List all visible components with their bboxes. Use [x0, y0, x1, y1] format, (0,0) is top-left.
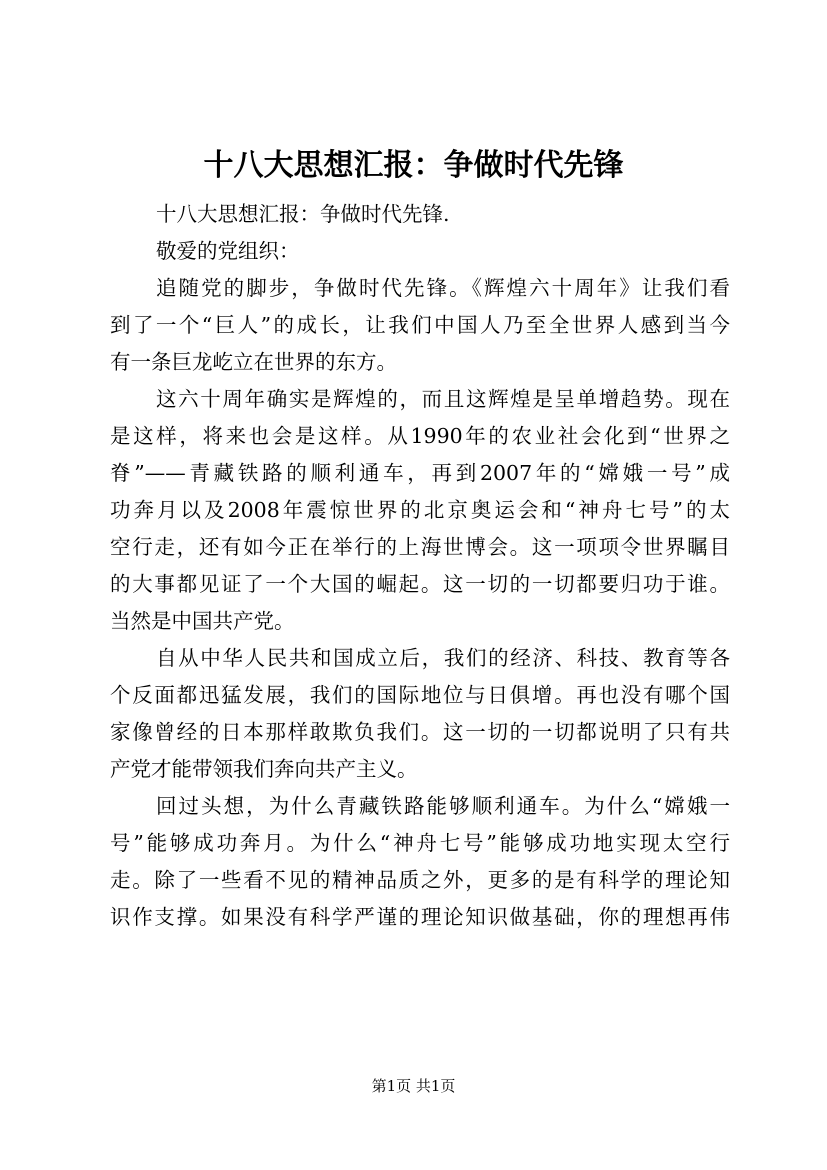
body-line: 个反面都迅猛发展，我们的国际地位与日俱增。再也没有哪个国 [110, 683, 730, 707]
body-line: 产党才能带领我们奔向共产主义。 [110, 757, 418, 781]
body-line: 十八大思想汇报：争做时代先锋. [156, 202, 450, 226]
body-line: 走。除了一些看不见的精神品质之外，更多的是有科学的理论知 [110, 868, 730, 892]
body-line: 识作支撑。如果没有科学严谨的理论知识做基础，你的理想再伟 [110, 905, 730, 929]
body-line: 空行走，还有如今正在举行的上海世博会。这一项项令世界瞩目 [110, 535, 730, 559]
body-line: 这六十周年确实是辉煌的，而且这辉煌是呈单增趋势。现在 [156, 387, 730, 411]
body-line: 脊”——青藏铁路的顺利通车，再到2007年的“嫦娥一号”成 [110, 461, 730, 485]
body-line: 有一条巨龙屹立在世界的东方。 [110, 350, 397, 374]
page-number-footer: 第1页 共1页 [371, 1077, 456, 1095]
body-line: 敬爱的党组织： [156, 239, 300, 263]
body-line: 号”能够成功奔月。为什么“神舟七号”能够成功地实现太空行 [110, 831, 730, 855]
body-line: 的大事都见证了一个大国的崛起。这一切的一切都要归功于谁。 [110, 572, 730, 596]
body-line: 到了一个“巨人”的成长，让我们中国人乃至全世界人感到当今 [110, 313, 730, 337]
document-title: 十八大思想汇报：争做时代先锋 [203, 148, 624, 183]
body-line: 回过头想，为什么青藏铁路能够顺利通车。为什么“嫦娥一 [156, 794, 730, 818]
body-line: 是这样，将来也会是这样。从1990年的农业社会化到“世界之 [110, 424, 730, 448]
body-line: 家像曾经的日本那样敢欺负我们。这一切的一切都说明了只有共 [110, 720, 730, 744]
body-line: 当然是中国共产党。 [110, 609, 295, 633]
body-line: 追随党的脚步，争做时代先锋。《辉煌六十周年》让我们看 [156, 276, 730, 300]
document-body [110, 196, 730, 936]
body-line: 功奔月以及2008年震惊世界的北京奥运会和“神舟七号”的太 [110, 498, 730, 522]
body-line: 自从中华人民共和国成立后，我们的经济、科技、教育等各 [156, 646, 730, 670]
